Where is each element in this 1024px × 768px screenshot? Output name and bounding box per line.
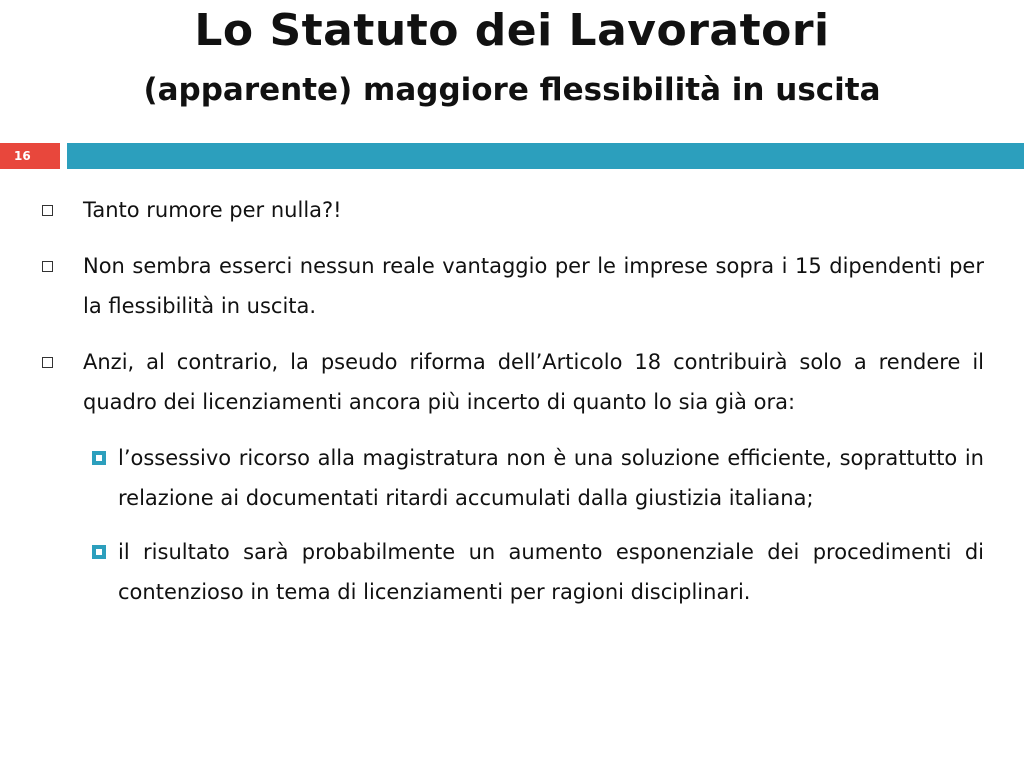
sub-bullet-item	[40, 438, 984, 518]
bullet-text: Non sembra esserci nessun reale vantaggio per le imprese sopra i 15 dipendenti per la flessibilità in uscita.	[83, 254, 984, 318]
filled-square-bullet-icon	[92, 451, 106, 465]
hollow-square-bullet-icon	[42, 357, 53, 368]
sub-bullet-text: il risultato sarà probabilmente un aumento esponenziale dei procedimenti di contenzioso in tema di licenziamenti per ragioni disciplinari.	[118, 540, 984, 604]
slide-body	[40, 190, 984, 626]
bullet-text: Anzi, al contrario, la pseudo riforma dell’Articolo 18 contribuirà solo a rendere il quadro dei licenziamenti ancora più incerto di quanto lo sia già ora:	[83, 350, 984, 414]
slide-number: 16	[14, 149, 31, 163]
hollow-square-bullet-icon	[42, 205, 53, 216]
sub-bullet-item	[40, 532, 984, 612]
bullet-text: Tanto rumore per nulla?!	[83, 198, 342, 222]
slide-title: Lo Statuto dei Lavoratori	[194, 5, 830, 56]
slide-subtitle: (apparente) maggiore flessibilità in uscita	[143, 72, 881, 108]
filled-square-bullet-icon	[92, 545, 106, 559]
header-rule-bar	[67, 143, 1024, 169]
sub-bullet-text: l’ossessivo ricorso alla magistratura non è una soluzione efficiente, soprattutto in relazione ai documentati ritardi accumulati dalla giustizia italiana;	[118, 446, 984, 510]
bullet-item	[40, 246, 984, 326]
hollow-square-bullet-icon	[42, 261, 53, 272]
slide-number-badge	[0, 143, 60, 169]
bullet-item	[40, 190, 984, 230]
bullet-item	[40, 342, 984, 422]
